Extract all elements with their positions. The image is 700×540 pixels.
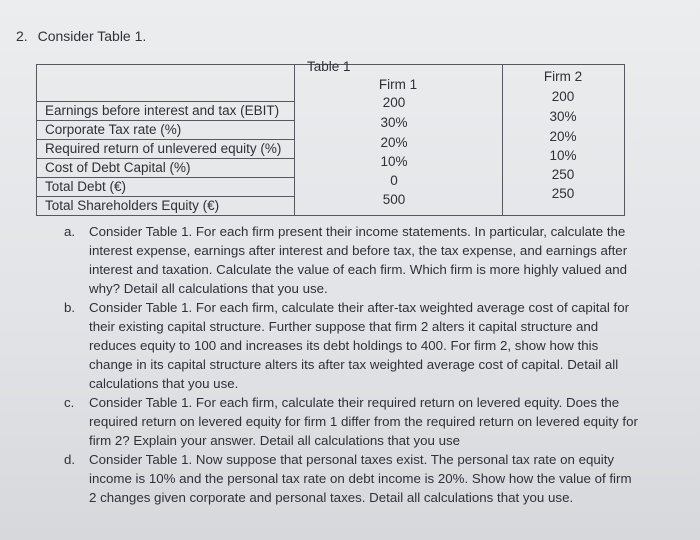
question-title: Consider Table 1. <box>37 28 147 44</box>
firm-2-value: 250 <box>551 167 575 182</box>
firm-1-value: 500 <box>382 192 406 207</box>
firm-1-value: 30% <box>380 115 408 130</box>
column-header-firm-1: Firm 1 <box>378 77 418 92</box>
column-header-firm-2: Firm 2 <box>543 69 583 84</box>
firm-2-value: 250 <box>551 186 575 201</box>
table-row-label: Required return of unlevered equity (%) <box>37 139 294 158</box>
firm-2-value: 200 <box>551 89 575 104</box>
subquestion-marker: c. <box>64 395 75 410</box>
subquestion-marker: d. <box>64 452 76 467</box>
subquestion-b <box>64 298 639 393</box>
question-heading <box>16 28 146 44</box>
firm-1-value: 20% <box>380 135 408 150</box>
firm-1-value: 10% <box>380 154 408 169</box>
table-row-label: Corporate Tax rate (%) <box>37 120 294 139</box>
table-row-label: Cost of Debt Capital (%) <box>37 158 294 177</box>
data-table <box>36 59 625 216</box>
firm-1-value: 0 <box>390 173 398 188</box>
firm-2-value: 30% <box>549 109 577 124</box>
table-row-label: Earnings before interest and tax (EBIT) <box>37 101 294 120</box>
subquestion-marker: b. <box>64 300 76 315</box>
table-title: Table 1 <box>307 59 351 74</box>
firm-2-value: 20% <box>549 129 577 144</box>
subquestion-text: Consider Table 1. For each firm present their income statements. In particular, calculate the interest expense, earnings after interest and before tax, the tax expense, and earnings after interest and taxation. Calculate the value of each firm. Which firm is more highly valued and why? Detail all calculations that you use. <box>89 224 628 296</box>
subquestion-text: Consider Table 1. For each firm, calculate their required return on levered equity. Does the required return on levered equity for firm 1 differ from the required return on levered equity for firm 2? Explain your answer. Detail all calculations that you use <box>89 395 638 448</box>
subquestion-text: Consider Table 1. For each firm, calculate their after-tax weighted average cost of capital for their existing capital structure. Further suppose that firm 2 alters it capital structure and reduces equity to 100 and increases its debt holdings to 400. For firm 2, show how this change in its capital structure alters its after tax weighted average cost of capital. Detail all calculations that you use. <box>89 300 630 391</box>
table-row-label: Total Debt (€) <box>37 177 294 196</box>
subquestion-c <box>64 393 639 450</box>
firm-1-value: 200 <box>382 95 406 110</box>
firm-2-value: 10% <box>549 148 577 163</box>
subquestion-a <box>64 222 639 298</box>
subquestion-d <box>64 450 639 507</box>
question-number: 2. <box>16 28 28 44</box>
subquestion-list <box>64 222 639 507</box>
table-row-label: Total Shareholders Equity (€) <box>37 196 294 215</box>
subquestion-text: Consider Table 1. Now suppose that personal taxes exist. The personal tax rate on equity income is 10% and the personal tax rate on debt income is 20%. Show how the value of firm 2 changes given corporate and personal taxes. Detail all calculations that you use. <box>89 452 632 505</box>
subquestion-marker: a. <box>64 224 76 239</box>
